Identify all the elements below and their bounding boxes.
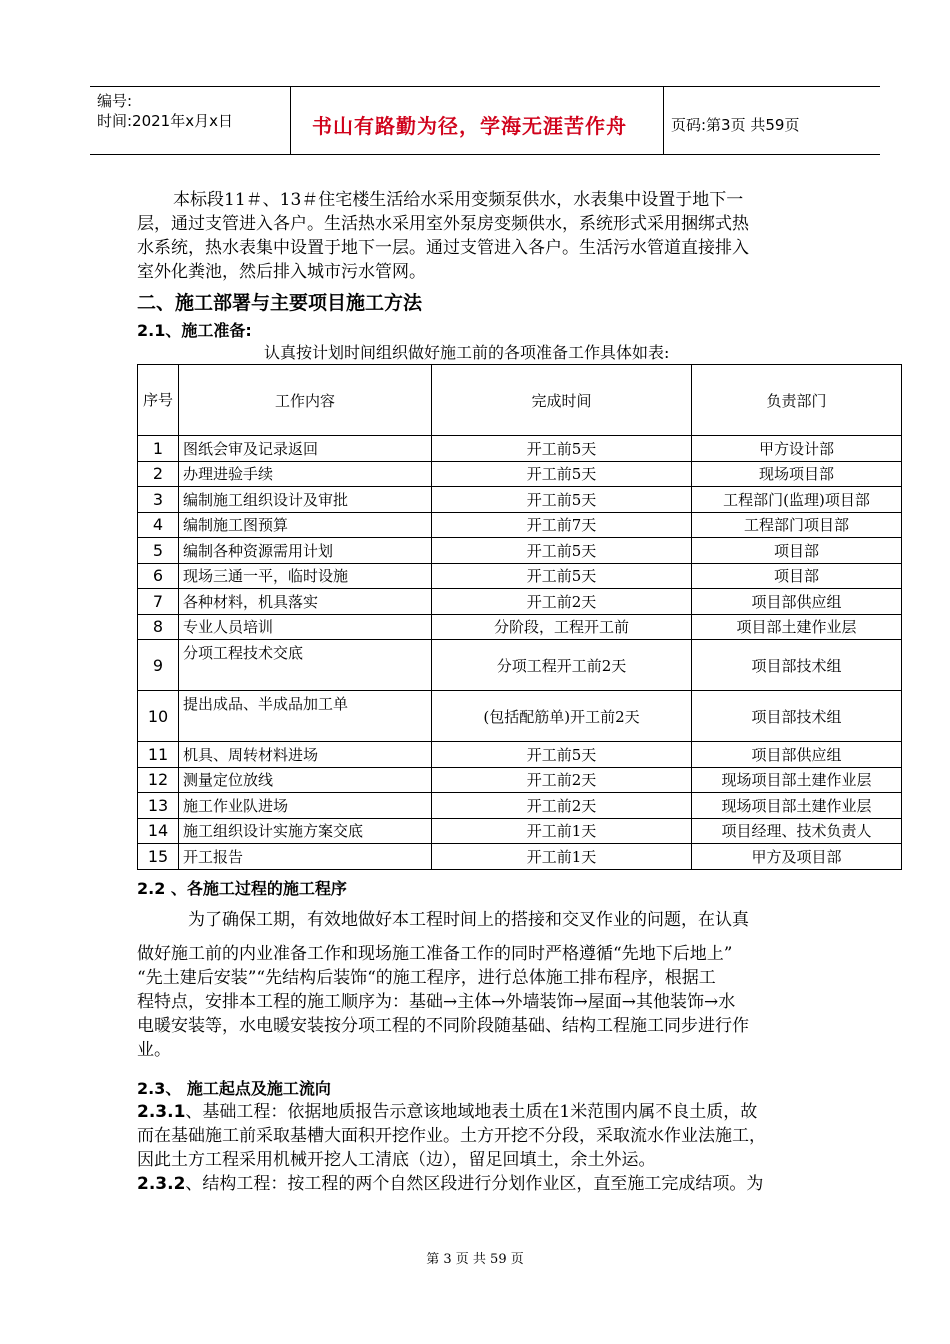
row-dept: 项目部 (692, 563, 902, 589)
intro-line: 本标段11＃、13＃住宅楼生活给水采用变频泵供水，水表集中设置于地下一 (173, 190, 744, 210)
table-row (138, 818, 902, 844)
table-intro: 认真按计划时间组织做好施工前的各项准备工作具体如表: (264, 343, 670, 362)
row-content: 提出成品、半成品加工单 (179, 691, 432, 742)
row-no: 12 (138, 767, 179, 793)
row-no: 4 (138, 512, 179, 538)
row-no: 14 (138, 818, 179, 844)
row-content: 编制各种资源需用计划 (179, 538, 432, 564)
row-no: 10 (138, 691, 179, 742)
paragraph-line: 为了确保工期，有效地做好本工程时间上的搭接和交叉作业的问题，在认真 (188, 910, 749, 930)
row-no: 6 (138, 563, 179, 589)
row-content: 施工组织设计实施方案交底 (179, 818, 432, 844)
section-2-3-2-paragraph (137, 1172, 837, 1196)
row-no: 5 (138, 538, 179, 564)
row-content: 各种材料，机具落实 (179, 589, 432, 615)
section-2-2-heading: 2.2 、各施工过程的施工程序 (137, 879, 347, 898)
paragraph-line: 业。 (137, 1040, 171, 1060)
row-dept: 现场项目部土建作业层 (692, 767, 902, 793)
row-no: 13 (138, 793, 179, 819)
row-time: 开工前7天 (432, 512, 692, 538)
row-no: 1 (138, 436, 179, 462)
header-bottom-rule (90, 154, 880, 155)
table-row (138, 767, 902, 793)
intro-paragraph (137, 188, 837, 284)
row-content: 机具、周转材料进场 (179, 742, 432, 768)
table-row (138, 563, 902, 589)
table-row (138, 589, 902, 615)
table-row (138, 538, 902, 564)
header-divider-right (663, 86, 664, 154)
row-no: 8 (138, 614, 179, 640)
row-dept: 工程部门项目部 (692, 512, 902, 538)
row-no: 11 (138, 742, 179, 768)
row-dept: 甲方设计部 (692, 436, 902, 462)
header-page-label: 页码:第3页 共59页 (671, 116, 800, 134)
row-time: 开工前5天 (432, 487, 692, 513)
row-time: 开工前1天 (432, 818, 692, 844)
paragraph-line: 做好施工前的内业准备工作和现场施工准备工作的同时严格遵循“先地下后地上” (137, 944, 733, 964)
header-number-label: 编号: (97, 92, 133, 110)
row-dept: 项目部供应组 (692, 589, 902, 615)
intro-line: 水系统，热水表集中设置于地下一层。通过支管进入各户。生活污水管道直接排入 (137, 238, 749, 258)
row-time: (包括配筋单)开工前2天 (432, 691, 692, 742)
row-time: 开工前5天 (432, 436, 692, 462)
row-content: 编制施工组织设计及审批 (179, 487, 432, 513)
header-no: 序号 (138, 365, 179, 436)
table-row (138, 844, 902, 870)
paragraph-line: 程特点，安排本工程的施工顺序为：基础→主体→外墙装饰→屋面→其他装饰→水 (137, 992, 736, 1012)
row-content: 分项工程技术交底 (179, 640, 432, 691)
table-row (138, 512, 902, 538)
paragraph-line (137, 1100, 837, 1124)
intro-line: 层，通过支管进入各户。生活热水采用室外泵房变频供水，系统形式采用捆绑式热 (137, 214, 749, 234)
row-content: 现场三通一平，临时设施 (179, 563, 432, 589)
section-2-heading: 二、施工部署与主要项目施工方法 (137, 292, 423, 314)
row-dept: 项目部土建作业层 (692, 614, 902, 640)
row-time: 开工前5天 (432, 563, 692, 589)
row-time: 分项工程开工前2天 (432, 640, 692, 691)
preparation-table (137, 364, 902, 870)
page-footer: 第 3 页 共 59 页 (426, 1252, 524, 1267)
section-2-2-paragraph (137, 908, 837, 1062)
paragraph-line: 而在基础施工前采取基槽大面积开挖作业。土方开挖不分段，采取流水作业法施工， (137, 1126, 766, 1146)
row-no: 7 (138, 589, 179, 615)
paragraph-text: 、基础工程：依据地质报告示意该地域地表土质在1米范围内属不良土质，故 (185, 1102, 758, 1122)
table-row (138, 640, 902, 691)
table-row (138, 793, 902, 819)
section-2-3-2-number: 2.3.2 (137, 1174, 186, 1194)
row-time: 开工前5天 (432, 742, 692, 768)
row-dept: 甲方及项目部 (692, 844, 902, 870)
row-dept: 现场项目部土建作业层 (692, 793, 902, 819)
section-2-3-heading: 2.3、 施工起点及施工流向 (137, 1079, 331, 1098)
row-content: 办理进验手续 (179, 461, 432, 487)
row-content: 编制施工图预算 (179, 512, 432, 538)
header-top-rule (90, 86, 880, 87)
table-row (138, 487, 902, 513)
row-time: 开工前2天 (432, 793, 692, 819)
table-row (138, 691, 902, 742)
section-2-3-1-paragraph (137, 1100, 837, 1172)
table-header-row (138, 365, 902, 436)
row-time: 开工前1天 (432, 844, 692, 870)
paragraph-line: “先土建后安装”“先结构后装饰“的施工程序，进行总体施工排布程序，根据工 (137, 968, 716, 988)
row-content: 施工作业队进场 (179, 793, 432, 819)
row-content: 测量定位放线 (179, 767, 432, 793)
row-content: 专业人员培训 (179, 614, 432, 640)
row-time: 分阶段，工程开工前 (432, 614, 692, 640)
header-divider-left (290, 86, 291, 154)
header-time: 完成时间 (432, 365, 692, 436)
header-content: 工作内容 (179, 365, 432, 436)
table-row (138, 436, 902, 462)
row-dept: 项目部 (692, 538, 902, 564)
row-dept: 项目部供应组 (692, 742, 902, 768)
row-time: 开工前2天 (432, 589, 692, 615)
paragraph-line: 电暖安装等，水电暖安装按分项工程的不同阶段随基础、结构工程施工同步进行作 (137, 1016, 749, 1036)
table-row (138, 742, 902, 768)
row-time: 开工前5天 (432, 461, 692, 487)
header-time-label: 时间:2021年x月x日 (97, 112, 233, 130)
row-dept: 项目经理、技术负责人 (692, 818, 902, 844)
table-row (138, 461, 902, 487)
row-content: 开工报告 (179, 844, 432, 870)
paragraph-line: 因此土方工程采用机械开挖人工清底（边），留足回填土，余土外运。 (137, 1150, 656, 1170)
row-dept: 工程部门(监理)项目部 (692, 487, 902, 513)
row-dept: 项目部技术组 (692, 691, 902, 742)
row-no: 3 (138, 487, 179, 513)
table-row (138, 614, 902, 640)
paragraph-text: 、结构工程：按工程的两个自然区段进行分划作业区，直至施工完成结项。为 (185, 1174, 764, 1194)
header-motto: 书山有路勤为径，学海无涯苦作舟 (312, 114, 627, 138)
row-no: 2 (138, 461, 179, 487)
paragraph-line (137, 1172, 837, 1196)
row-content: 图纸会审及记录返回 (179, 436, 432, 462)
section-2-3-1-number: 2.3.1 (137, 1102, 186, 1122)
row-no: 9 (138, 640, 179, 691)
intro-line: 室外化粪池，然后排入城市污水管网。 (137, 262, 426, 282)
row-time: 开工前5天 (432, 538, 692, 564)
row-time: 开工前2天 (432, 767, 692, 793)
section-2-1-heading: 2.1、施工准备: (137, 321, 252, 340)
header-dept: 负责部门 (692, 365, 902, 436)
row-dept: 项目部技术组 (692, 640, 902, 691)
row-dept: 现场项目部 (692, 461, 902, 487)
row-no: 15 (138, 844, 179, 870)
